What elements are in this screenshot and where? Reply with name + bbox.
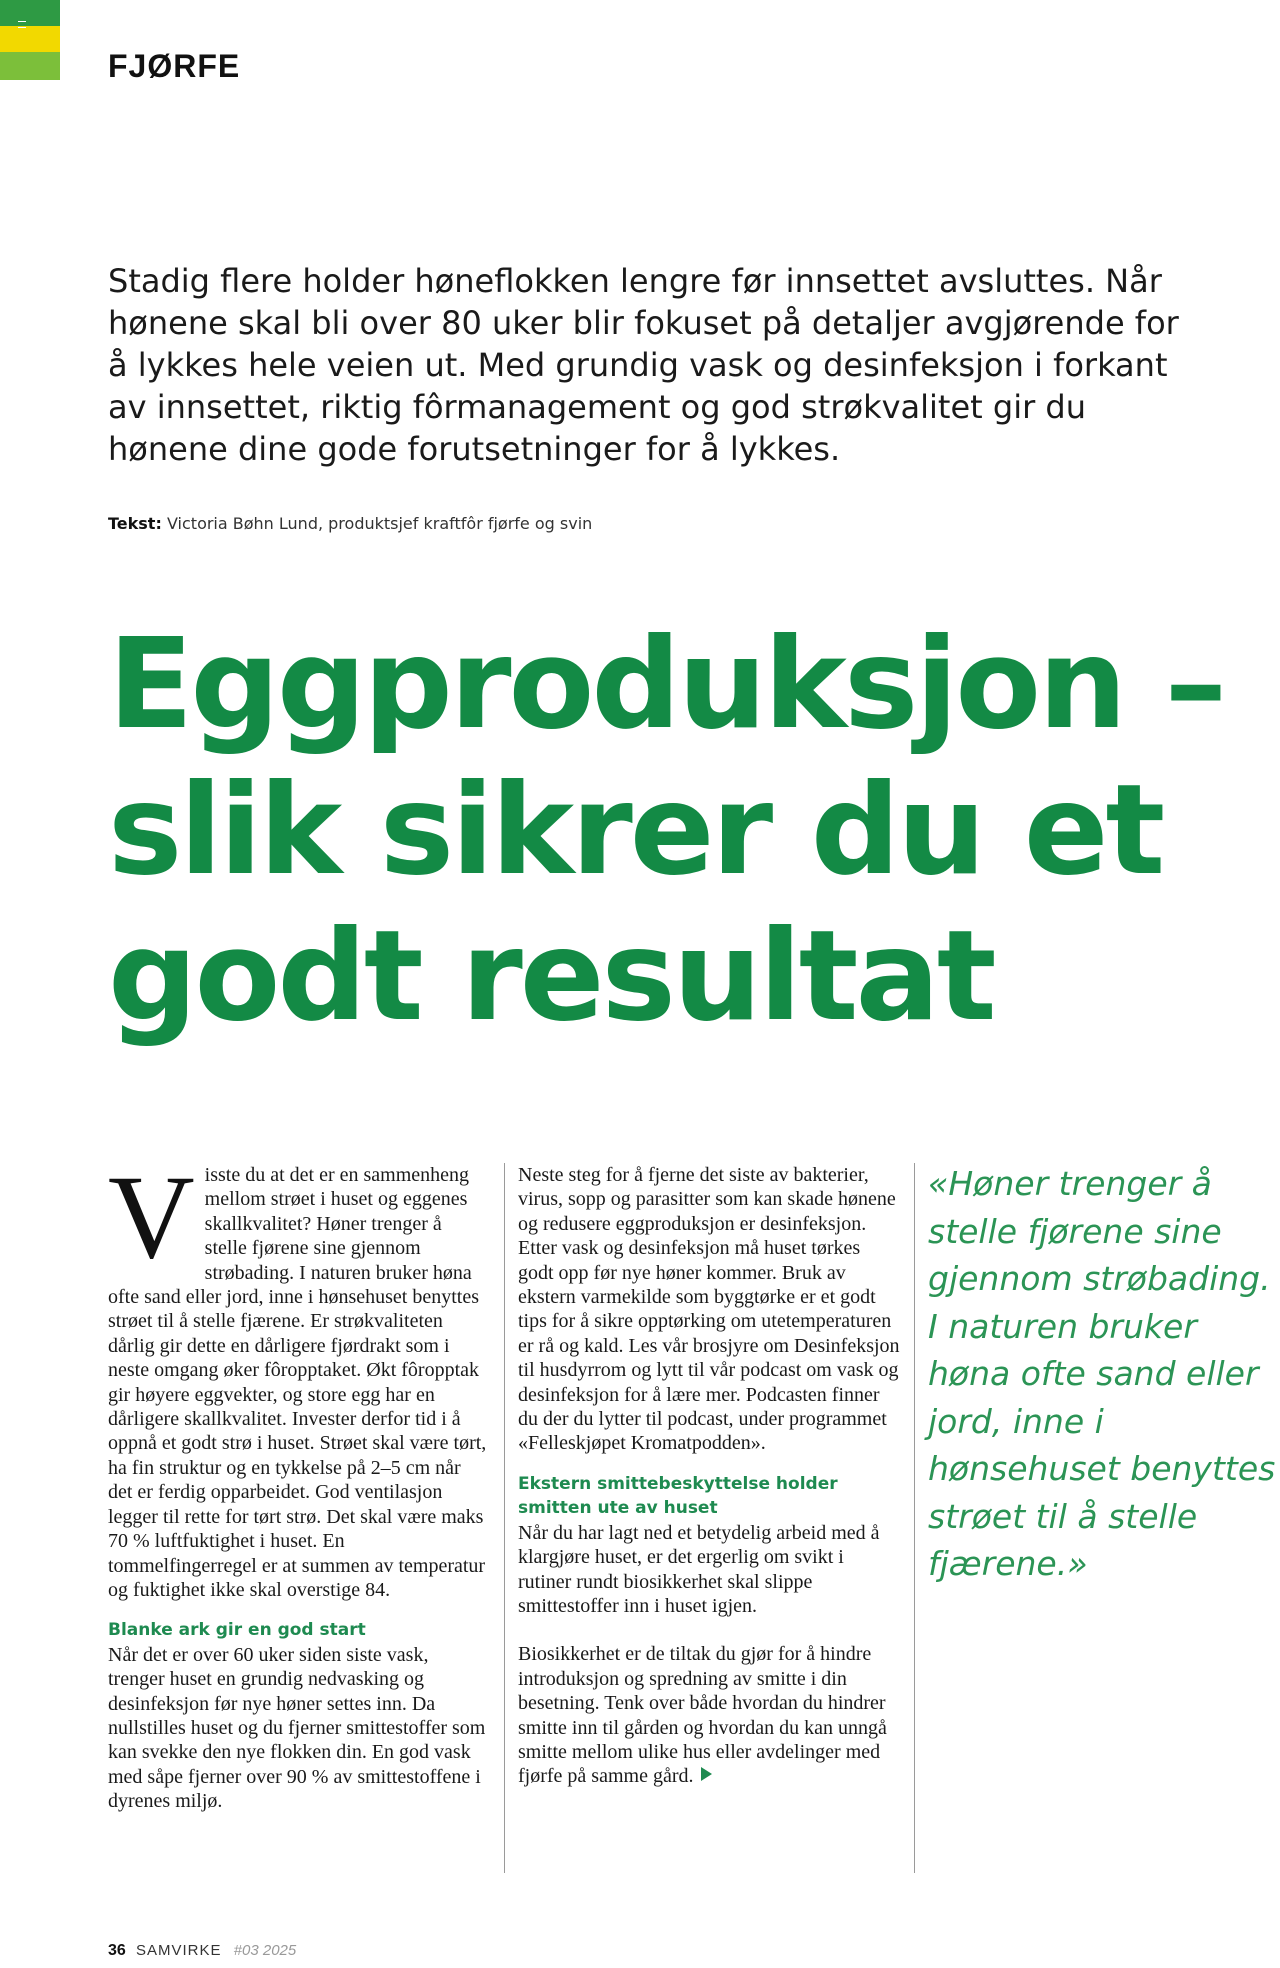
column-divider <box>504 1163 505 1873</box>
body-paragraph: Når du har lagt ned et betydelig arbeid med å klargjøre huset, er det ergerlig om svikt i rutiner rundt biosikkerhet skal slippe smittestoffer inn i huset igjen. <box>518 1521 880 1617</box>
page-number: 36 <box>108 1942 126 1959</box>
pull-quote: «Høner trenger å stelle fjørene sine gjennom strøbading. I naturen bruker høna ofte sand eller jord, inne i hønsehuset benyttes strøet til å stelle fjærene.» <box>928 1164 1276 1583</box>
body-paragraph <box>518 1642 900 1788</box>
tab-mark-icon <box>18 21 26 28</box>
section-color-tab-lightgreen <box>0 52 60 80</box>
section-color-tab-green <box>0 0 60 26</box>
body-paragraph: Når det er over 60 uker siden siste vask, trenger huset en grundig nedvasking og desinfeksjon før nye høner settes inn. Da nullstilles huset og du fjerner smittestoffer som kan svekke den nye flokken din. En god vask med såpe fjerner over 90 % av smittestoffene i dyrenes miljø. <box>108 1643 486 1813</box>
byline <box>108 514 592 533</box>
section-color-tab-yellow <box>0 26 60 52</box>
byline-author: Victoria Bøhn Lund, produktsjef kraftfôr fjørfe og svin <box>166 514 593 533</box>
intro-paragraph: isste du at det er en sammenheng mellom strøet i huset og eggenes skallkvalitet? Høner trenger å stelle fjørene sine gjennom strøbading. I naturen bruker høna ofte sand eller jord, inne i hønsehuset benyttes strøet til å stelle fjærene. Er strøkvaliteten dårlig gir dette en dårligere fjørdrakt som i neste omgang øker fôropptaket. Økt fôropptak gir høyere eggvekter, og store egg har en dårligere skallkvalitet. Invester derfor tid i å oppnå et godt strø i huset. Strøet skal være tørt, ha fin struktur og en tykkelse på 2–5 cm når det er ferdig opparbeidet. God ventilasjon legger til rette for tørt strø. Det skal være maks 70 % luftfuktighet i huset. En tommelfingerregel er at summen av temperatur og fuktighet ikke skal overstige 84. <box>108 1164 487 1601</box>
page-footer <box>108 1942 296 1960</box>
body-paragraph-text: Biosikkerhet er de tiltak du gjør for å hindre introduksjon og spredning av smitte i din besetning. Tenk over både hvordan du hindrer smitte inn til gården og hvordan du kan unngå smitte mellom ulike hus eller avdelinger med fjørfe på samme gård. <box>518 1643 887 1788</box>
continue-arrow-icon <box>701 1767 712 1781</box>
issue-number: #03 2025 <box>233 1942 297 1959</box>
subheading: Blanke ark gir en god start <box>108 1620 366 1641</box>
column-divider <box>914 1163 915 1873</box>
article-headline: Eggproduksjon – slik sikrer du et godt resultat <box>108 612 1225 1049</box>
lead-paragraph: Stadig flere holder høneflokken lengre før innsettet avsluttes. Når hønene skal bli over 80 uker blir fokuset på detaljer avgjørende for å lykkes hele veien ut. Med grundig vask og desinfeksjon i forkant av innsettet, riktig fôrmanagement og god strøkvalitet gir du hønene dine gode forutsetninger for å lykkes. <box>108 262 1179 468</box>
article-column-2 <box>518 1163 900 1789</box>
body-paragraph: Neste steg for å fjerne det siste av bakterier, virus, sopp og parasitter som kan skade hønene og redusere eggproduksjon er desinfeksjon. Etter vask og desinfeksjon må huset tørkes godt opp før nye høner kommer. Bruk av ekstern varmekilde som byggtørke er et godt tips for å sikre opptørking om utetemperaturen er rå og kald. Les vår brosjyre om Desinfeksjon til husdyrrom og lytt til vår podcast om vask og desinfeksjon for å lære mer. Podcasten finner du der du lytter til podcast, under programmet «Felleskjøpet Kromatpodden». <box>518 1164 900 1455</box>
article-column-1 <box>108 1150 488 1814</box>
drop-cap: V <box>108 1150 195 1283</box>
paragraph-spacer <box>518 1618 900 1642</box>
byline-label: Tekst: <box>108 514 162 533</box>
subheading: Ekstern smittebeskyttelse holder smitten ute av huset <box>518 1473 838 1519</box>
section-label: FJØRFE <box>108 48 241 84</box>
magazine-name: SAMVIRKE <box>135 1942 222 1959</box>
